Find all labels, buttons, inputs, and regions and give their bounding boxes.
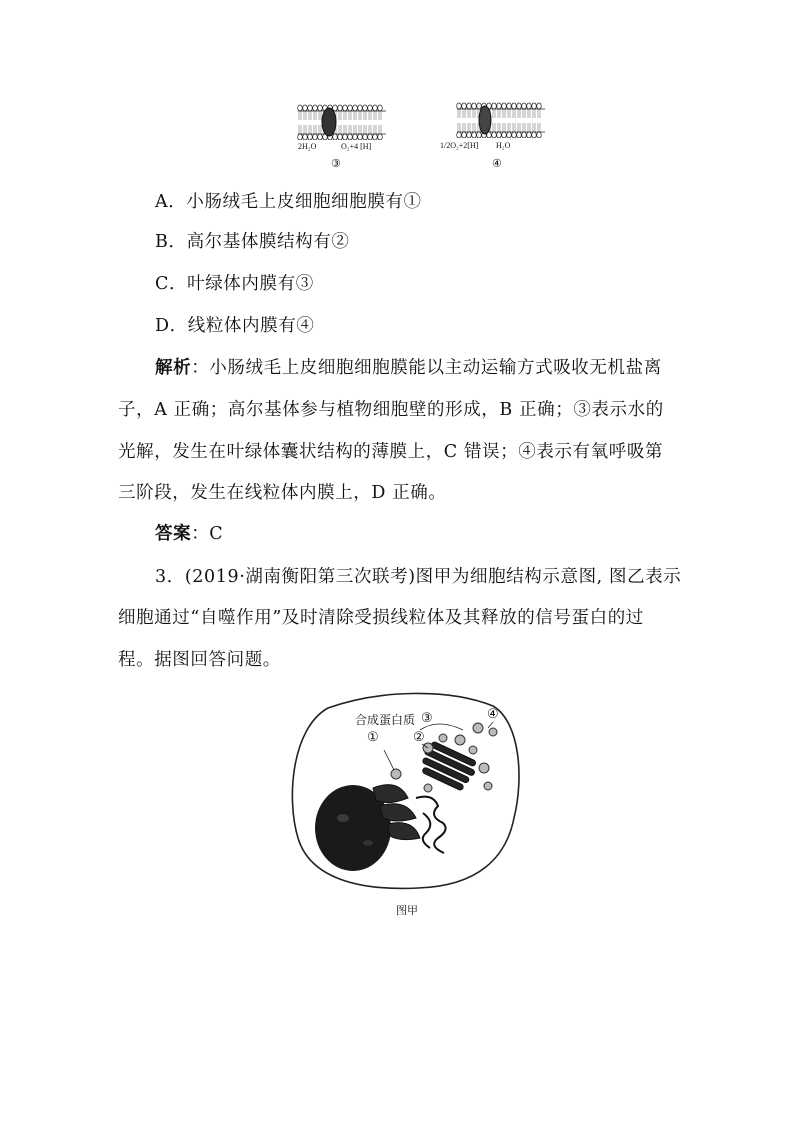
phospholipid-head <box>313 105 318 111</box>
phospholipid-head <box>373 105 378 111</box>
phospholipid-head <box>338 105 343 111</box>
phospholipid-tail <box>339 111 341 134</box>
phospholipid-head <box>318 134 323 140</box>
phospholipid-head <box>517 132 522 138</box>
phospholipid-head <box>313 134 318 140</box>
phospholipid-tail <box>538 109 540 132</box>
phospholipid-head <box>363 105 368 111</box>
phospholipid-head <box>368 105 373 111</box>
phospholipid-tail <box>299 111 301 134</box>
option-d-text: 线粒体内膜有④ <box>187 316 315 336</box>
phospholipid-head <box>298 134 303 140</box>
phospholipid-tail <box>314 111 316 134</box>
phospholipid-tail <box>354 111 356 134</box>
option-b-letter: B． <box>155 232 187 252</box>
phospholipid-head <box>358 105 363 111</box>
phospholipid-head <box>308 105 313 111</box>
phospholipid-head <box>358 134 363 140</box>
phospholipid-head <box>517 103 522 109</box>
phospholipid-tail <box>503 109 505 132</box>
phospholipid-head <box>298 105 303 111</box>
analysis-text-1: ：小肠绒毛上皮细胞细胞膜能以主动运输方式吸收无机盐离 <box>191 358 662 378</box>
option-a-text: 小肠绒毛上皮细胞细胞膜有① <box>186 192 422 212</box>
phospholipid-tail <box>374 111 376 134</box>
phospholipid-head <box>512 132 517 138</box>
phospholipid-head <box>303 105 308 111</box>
figure-caption: 图甲 <box>396 904 418 917</box>
phospholipid-head <box>318 105 323 111</box>
phospholipid-tail <box>468 109 470 132</box>
membrane-3-right-label: O₂+4 [H] <box>341 142 372 151</box>
phospholipid-head <box>527 103 532 109</box>
phospholipid-head <box>512 103 517 109</box>
analysis-label: 解析 <box>155 358 192 378</box>
option-d <box>155 316 314 336</box>
phospholipid-tail <box>513 109 515 132</box>
option-a <box>155 192 422 212</box>
membrane-4-number: ④ <box>492 158 502 170</box>
phospholipid-head <box>457 132 462 138</box>
phospholipid-tail <box>493 109 495 132</box>
option-b-text: 高尔基体膜结构有② <box>186 232 350 252</box>
phospholipid-head <box>462 132 467 138</box>
phospholipid-head <box>308 134 313 140</box>
option-a-letter: A． <box>155 192 187 212</box>
phospholipid-tail <box>498 109 500 132</box>
membrane-diagram-3 <box>296 104 388 140</box>
phospholipid-head <box>537 132 542 138</box>
phospholipid-tail <box>364 111 366 134</box>
membrane-4-right-label: H₂O <box>496 141 511 150</box>
membrane-diagram-4 <box>455 102 547 138</box>
phospholipid-head <box>472 103 477 109</box>
phospholipid-head <box>492 103 497 109</box>
phospholipid-head <box>343 134 348 140</box>
phospholipid-head <box>353 105 358 111</box>
phospholipid-tail <box>508 109 510 132</box>
answer-line <box>155 524 223 544</box>
membrane-4-left-label: 1/2O₂+2[H] <box>440 141 479 150</box>
option-c-text: 叶绿体内膜有③ <box>187 274 314 294</box>
phospholipid-head <box>353 134 358 140</box>
analysis-line-4: 三阶段，发生在线粒体内膜上，D 正确。 <box>118 483 447 503</box>
phospholipid-head <box>527 132 532 138</box>
answer-value: ：C <box>191 524 224 544</box>
phospholipid-tail <box>379 111 381 134</box>
label-2: ② <box>413 730 425 745</box>
phospholipid-head <box>477 103 482 109</box>
phospholipid-tail <box>473 109 475 132</box>
phospholipid-tail <box>349 111 351 134</box>
phospholipid-head <box>333 105 338 111</box>
phospholipid-head <box>378 105 383 111</box>
phospholipid-head <box>522 103 527 109</box>
phospholipid-head <box>368 134 373 140</box>
phospholipid-head <box>522 132 527 138</box>
phospholipid-head <box>497 103 502 109</box>
phospholipid-head <box>497 132 502 138</box>
phospholipid-head <box>338 134 343 140</box>
phospholipid-head <box>467 132 472 138</box>
phospholipid-tail <box>463 109 465 132</box>
label-4: ④ <box>487 707 499 722</box>
analysis-line-2: 子，A 正确；高尔基体参与植物细胞壁的形成，B 正确；③表示水的 <box>118 400 664 420</box>
phospholipid-head <box>348 134 353 140</box>
phospholipid-tail <box>369 111 371 134</box>
phospholipid-tail <box>533 109 535 132</box>
phospholipid-head <box>303 134 308 140</box>
phospholipid-head <box>477 132 482 138</box>
label-protein-synthesis: 合成蛋白质 <box>355 713 416 727</box>
phospholipid-tail <box>359 111 361 134</box>
analysis-line-1 <box>155 358 662 378</box>
answer-label: 答案 <box>155 524 192 544</box>
membrane-3-number: ③ <box>331 158 341 170</box>
phospholipid-head <box>502 103 507 109</box>
label-3: ③ <box>421 711 433 726</box>
phospholipid-head <box>462 103 467 109</box>
phospholipid-tail <box>309 111 311 134</box>
phospholipid-head <box>373 134 378 140</box>
phospholipid-head <box>348 105 353 111</box>
phospholipid-head <box>472 132 477 138</box>
question-3-line-1: 3．(2019·湖南衡阳第三次联考)图甲为细胞结构示意图, 图乙表示 <box>155 567 682 587</box>
phospholipid-tail <box>523 109 525 132</box>
question-3-line-2: 细胞通过“自噬作用”及时清除受损线粒体及其释放的信号蛋白的过 <box>118 608 644 628</box>
label-1: ① <box>367 730 379 745</box>
phospholipid-head <box>363 134 368 140</box>
question-3-line-3: 程。据图回答问题。 <box>118 650 281 670</box>
phospholipid-tail <box>518 109 520 132</box>
option-c-letter: C． <box>155 274 188 294</box>
option-c <box>155 274 314 294</box>
phospholipid-head <box>502 132 507 138</box>
option-d-letter: D． <box>155 316 188 336</box>
phospholipid-tail <box>319 111 321 134</box>
phospholipid-head <box>532 132 537 138</box>
phospholipid-head <box>492 132 497 138</box>
phospholipid-tail <box>304 111 306 134</box>
phospholipid-tail <box>528 109 530 132</box>
membrane-3-left-label: 2H₂O <box>298 142 317 151</box>
phospholipid-head <box>537 103 542 109</box>
phospholipid-head <box>333 134 338 140</box>
phospholipid-tail <box>344 111 346 134</box>
phospholipid-head <box>507 103 512 109</box>
phospholipid-head <box>343 105 348 111</box>
phospholipid-head <box>532 103 537 109</box>
phospholipid-head <box>457 103 462 109</box>
phospholipid-tail <box>458 109 460 132</box>
phospholipid-head <box>507 132 512 138</box>
analysis-line-3: 光解，发生在叶绿体囊状结构的薄膜上，C 错误；④表示有氧呼吸第 <box>118 442 664 462</box>
phospholipid-head <box>378 134 383 140</box>
option-b <box>155 232 349 252</box>
phospholipid-head <box>467 103 472 109</box>
